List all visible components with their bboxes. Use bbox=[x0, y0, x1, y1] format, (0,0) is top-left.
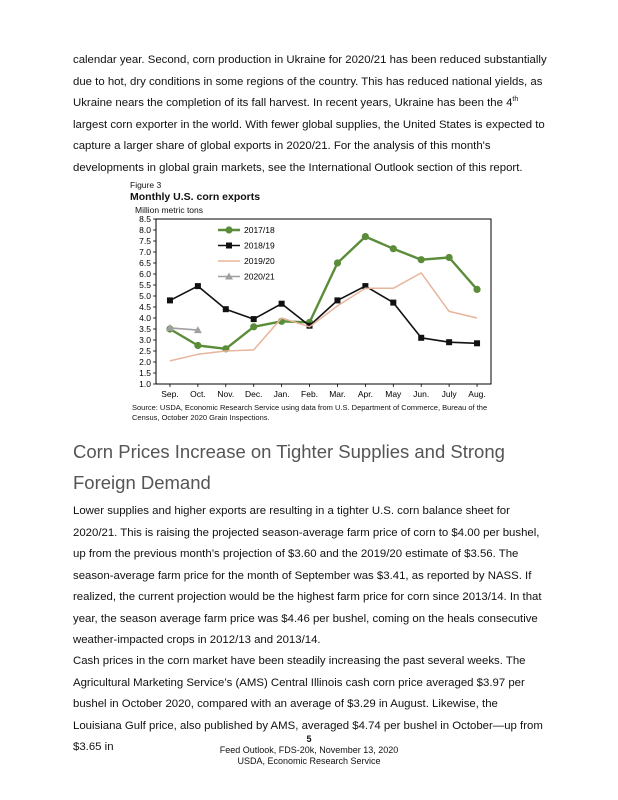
price-paragraph: Lower supplies and higher exports are resulting in a tighter U.S. corn balance sheet for 2020/21. This is raising the projected season-average farm price of corn to $4.00 per bushel, up from the previous month’s projection of $3.60 and the 2019/20 estimate of $3.56. The season-average farm price for the month of September was $3.41, as reported by NASS. If realized, the current projection would be the highest farm price for corn since 2013/14. In that year, the season average farm price was $4.46 per bushel, coming on the heals consecutive weather-impacted crops in 2012/13 and 2013/14. bbox=[73, 505, 542, 646]
y-axis-unit-label: Million metric tons bbox=[135, 205, 204, 215]
chart-legend bbox=[218, 225, 275, 282]
y-tick-label: 1.0 bbox=[139, 379, 151, 389]
data-point bbox=[390, 300, 396, 306]
x-tick-label: Jun. bbox=[413, 389, 430, 399]
x-tick-label: Nov. bbox=[217, 389, 235, 399]
data-point bbox=[334, 297, 340, 303]
data-point bbox=[167, 297, 173, 303]
y-tick-label: 3.0 bbox=[139, 335, 151, 345]
cash-price-paragraph: Cash prices in the corn market have been steadily increasing the past several weeks. The Agricultural Marketing Service’s (AMS) Central Illinois cash corn price averaged $3.97 per bushel in October 2020, compared with an average of $3.29 in August. Likewise, the Louisiana Gulf price, also published by AMS, averaged $4.74 per bushel in October—up from $3.65 in bbox=[73, 655, 543, 753]
axis-layer bbox=[139, 214, 491, 399]
legend-label: 2018/19 bbox=[244, 240, 275, 251]
data-point bbox=[446, 339, 452, 345]
legend-label: 2020/21 bbox=[244, 271, 275, 282]
data-point bbox=[251, 316, 257, 322]
intro-text-start: calendar year. Second, corn production in Ukraine for 2020/21 has been reduced substantially due to hot, dry conditions in some regions of the country. This has reduced national yields, as Ukraine nears the completion of its fall harvest. In recent years, Ukraine has been the 4 bbox=[73, 54, 547, 109]
series-line bbox=[170, 328, 198, 330]
data-point bbox=[223, 306, 229, 312]
data-point bbox=[279, 301, 285, 307]
y-tick-label: 3.5 bbox=[139, 324, 151, 334]
y-tick-label: 6.0 bbox=[139, 269, 151, 279]
data-point bbox=[418, 335, 424, 341]
data-point bbox=[225, 226, 232, 233]
data-point bbox=[473, 286, 480, 293]
figure-label: Figure 3 bbox=[130, 180, 162, 190]
legend-entry bbox=[218, 256, 275, 266]
y-tick-label: 5.0 bbox=[139, 291, 151, 301]
y-tick-label: 7.5 bbox=[139, 236, 151, 246]
data-point bbox=[250, 323, 257, 330]
ordinal-suffix: th bbox=[512, 96, 519, 104]
x-tick-label: Dec. bbox=[244, 389, 263, 399]
y-tick-label: 5.5 bbox=[139, 280, 151, 290]
legend-entry bbox=[218, 272, 275, 282]
series-layer bbox=[166, 233, 481, 361]
data-point bbox=[194, 342, 201, 349]
footer-publication: Feed Outlook, FDS-20k, November 13, 2020 bbox=[219, 745, 399, 755]
data-point bbox=[390, 245, 397, 252]
legend-entry bbox=[218, 241, 275, 251]
y-tick-label: 2.0 bbox=[139, 357, 151, 367]
legend-entry bbox=[218, 225, 275, 235]
x-tick-label: May bbox=[385, 389, 402, 399]
y-tick-label: 6.5 bbox=[139, 258, 151, 268]
data-point bbox=[474, 340, 480, 346]
footer-agency: USDA, Economic Research Service bbox=[237, 756, 381, 766]
data-point bbox=[334, 259, 341, 266]
legend-label: 2017/18 bbox=[244, 225, 275, 235]
legend-label: 2019/20 bbox=[244, 256, 275, 266]
y-tick-label: 8.0 bbox=[139, 225, 151, 235]
page-number: 5 bbox=[306, 734, 312, 744]
intro-paragraph bbox=[73, 50, 549, 179]
data-point bbox=[195, 283, 201, 289]
data-point bbox=[362, 233, 369, 240]
figure-title: Monthly U.S. corn exports bbox=[130, 191, 261, 203]
x-tick-label: Feb. bbox=[301, 389, 319, 399]
x-tick-label: Jan. bbox=[273, 389, 290, 399]
x-tick-label: Aug. bbox=[468, 389, 486, 399]
corn-exports-chart bbox=[126, 213, 496, 403]
plot-frame bbox=[156, 219, 491, 384]
y-tick-label: 4.0 bbox=[139, 313, 151, 323]
x-tick-label: Sep. bbox=[161, 389, 179, 399]
x-tick-label: Apr. bbox=[357, 389, 373, 399]
x-tick-label: Oct. bbox=[190, 389, 206, 399]
y-tick-label: 8.5 bbox=[139, 214, 151, 224]
data-point bbox=[446, 254, 453, 261]
y-tick-label: 4.5 bbox=[139, 302, 151, 312]
y-tick-label: 1.5 bbox=[139, 368, 151, 378]
x-tick-label: Mar. bbox=[329, 389, 346, 399]
figure-source: Source: USDA, Economic Research Service using data from U.S. Department of Commerce, Bureau of the Census, October 2020 Grain Inspections. bbox=[132, 403, 488, 422]
data-point bbox=[418, 256, 425, 263]
y-tick-label: 7.0 bbox=[139, 247, 151, 257]
data-point bbox=[226, 243, 232, 249]
series-2017-18 bbox=[166, 233, 480, 352]
y-tick-label: 2.5 bbox=[139, 346, 151, 356]
series-line bbox=[170, 237, 477, 349]
intro-text-end: largest corn exporter in the world. With fewer global supplies, the United States is expected to capture a larger share of global exports in 2020/21. For the analysis of this month's developments in global grain markets, see the International Outlook section of this report. bbox=[73, 118, 545, 174]
x-tick-label: July bbox=[441, 389, 457, 399]
section-heading: Corn Prices Increase on Tighter Supplies and Strong Foreign Demand bbox=[73, 441, 505, 493]
